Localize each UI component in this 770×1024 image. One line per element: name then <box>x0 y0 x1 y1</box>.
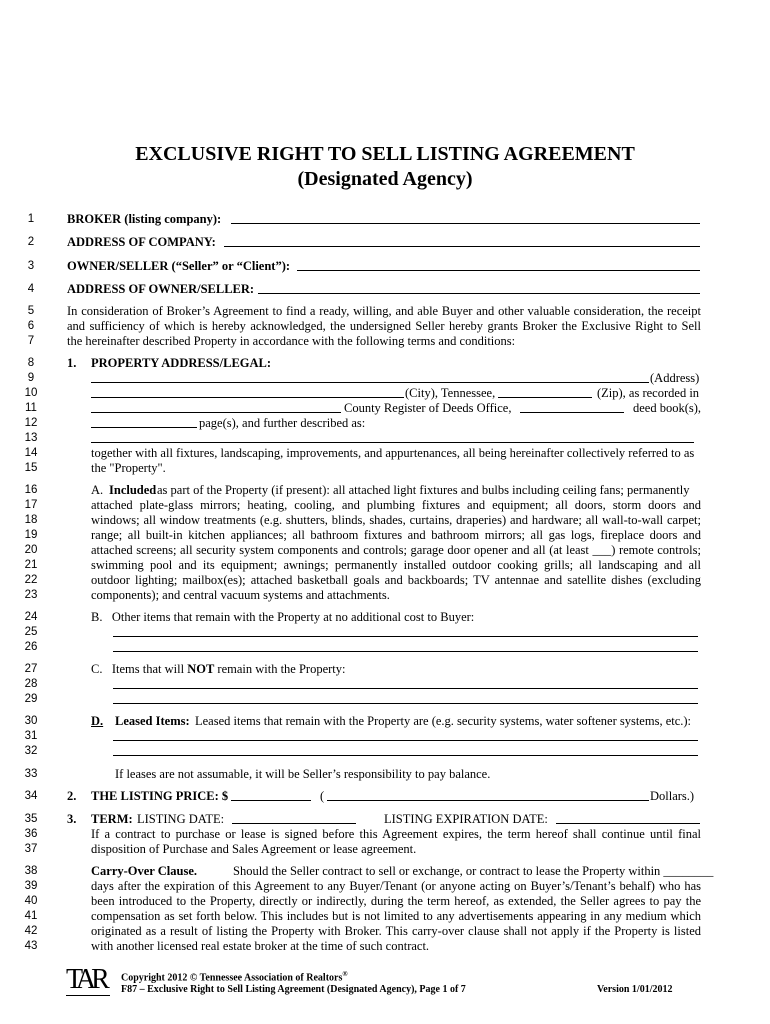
intro-text: the hereinafter described Property in accordance with the following terms and conditions: <box>67 334 516 348</box>
line-number: 19 <box>24 529 38 541</box>
company-address-input-line[interactable] <box>224 246 700 247</box>
leased-items-input-line[interactable] <box>113 740 698 741</box>
zip-input-line[interactable] <box>498 397 592 398</box>
line-number: 1 <box>27 213 35 225</box>
version-text: Version 1/01/2012 <box>597 984 673 995</box>
document-subtitle: (Designated Agency) <box>297 168 473 190</box>
line-32 <box>0 743 770 759</box>
line-24 <box>0 609 770 625</box>
term-label: TERM: <box>91 812 133 826</box>
included-heading: Included <box>109 483 157 497</box>
line-number: 37 <box>24 843 38 855</box>
line-31 <box>0 728 770 744</box>
paren-open: ( <box>320 789 325 803</box>
line-number: 38 <box>24 865 38 877</box>
line-number: 7 <box>27 335 35 347</box>
line-number: 3 <box>27 260 35 272</box>
line-number: 2 <box>27 236 35 248</box>
section-heading: PROPERTY ADDRESS/LEGAL: <box>91 356 272 370</box>
line-number: 13 <box>24 432 38 444</box>
tar-logo: TAR <box>66 964 105 995</box>
body-text: been introduced to the Property, directly or indirectly, during the term hereof, as extended, the Seller agrees to pay the <box>91 894 701 908</box>
line-number: 14 <box>24 447 38 459</box>
body-text: days after the expiration of this Agreement to any Buyer/Tenant (or anyone acting on Buyer’s/Tenant’s behalf) who has <box>91 879 701 893</box>
item-c-bold: NOT <box>187 662 215 676</box>
listing-price-words-input-line[interactable] <box>327 800 649 801</box>
line-number: 16 <box>24 484 38 496</box>
leased-items-input-line[interactable] <box>113 755 698 756</box>
lease-note: If leases are not assumable, it will be Seller’s responsibility to pay balance. <box>115 767 491 781</box>
line-2 <box>0 234 770 250</box>
line-20 <box>0 542 770 558</box>
line-13 <box>0 430 770 446</box>
body-text: components); and central vacuum systems and attachments. <box>91 588 390 602</box>
other-items-input-line[interactable] <box>113 651 698 652</box>
body-text: together with all fixtures, landscaping, improvements, and appurtenances, all being hereinafter collectively referred to as <box>91 446 695 460</box>
line-14 <box>0 445 770 461</box>
line-number: 22 <box>24 574 38 586</box>
excluded-items-input-line[interactable] <box>113 688 698 689</box>
body-text: range; all built-in kitchen appliances; all bathroom fixtures and bathroom mirrors; all gas logs, fireplace doors and <box>91 528 701 542</box>
listing-price-label: THE LISTING PRICE: $ <box>91 789 229 803</box>
listing-date-input-line[interactable] <box>232 823 356 824</box>
zip-suffix: (Zip), as recorded in <box>597 386 700 400</box>
line-number: 15 <box>24 462 38 474</box>
expiration-date-input-line[interactable] <box>556 823 700 824</box>
dollars-label: Dollars.) <box>650 789 695 803</box>
line-number: 6 <box>27 320 35 332</box>
line-39 <box>0 878 770 894</box>
line-18 <box>0 512 770 528</box>
body-text: disposition of Purchase and Sales Agreement or lease agreement. <box>91 842 417 856</box>
line-number: 41 <box>24 910 38 922</box>
line-number: 27 <box>24 663 38 675</box>
body-text: Leased items that remain with the Property are (e.g. security systems, water softener systems, etc.): <box>195 714 692 728</box>
line-16 <box>0 482 770 498</box>
line-3 <box>0 258 770 274</box>
line-42 <box>0 923 770 939</box>
line-number: 28 <box>24 678 38 690</box>
line-37 <box>0 841 770 857</box>
other-items-input-line[interactable] <box>113 636 698 637</box>
line-8 <box>0 355 770 371</box>
body-text: windows; all window treatments (e.g. shutters, blinds, shades, curtains, draperies) and hardware; all wall-to-wall carpet; <box>91 513 701 527</box>
line-number: 5 <box>27 305 35 317</box>
company-address-label: ADDRESS OF COMPANY: <box>67 235 216 249</box>
line-6 <box>0 318 770 334</box>
line-number: 26 <box>24 641 38 653</box>
legal-description-input-line[interactable] <box>91 442 694 443</box>
line-26 <box>0 639 770 655</box>
line-29 <box>0 691 770 707</box>
line-number: 18 <box>24 514 38 526</box>
line-number: 42 <box>24 925 38 937</box>
leased-items-heading: Leased Items: <box>115 714 190 728</box>
line-15 <box>0 460 770 476</box>
owner-seller-label: OWNER/SELLER (“Seller” or “Client”): <box>67 259 291 273</box>
broker-input-line[interactable] <box>231 223 700 224</box>
deed-book-input-line[interactable] <box>520 412 624 413</box>
line-38 <box>0 863 770 879</box>
registered-mark: ® <box>342 970 348 978</box>
document-title: EXCLUSIVE RIGHT TO SELL LISTING AGREEMENT <box>135 143 635 165</box>
body-text: outdoor lighting; mailbox(es); attached basketball goals and backboards; TV antennae and satellite dishes (excluding <box>91 573 701 587</box>
item-letter: D. <box>91 714 104 728</box>
line-number: 8 <box>27 357 35 369</box>
item-c-prefix: C. Items that will <box>91 662 188 676</box>
form-title-line: F87 – Exclusive Right to Sell Listing Agreement (Designated Agency), Page 1 of 7 <box>121 984 466 995</box>
line-25 <box>0 624 770 640</box>
line-number: 32 <box>24 745 38 757</box>
body-text: with another licensed real estate broker at the time of such contract. <box>91 939 430 953</box>
line-22 <box>0 572 770 588</box>
line-number: 9 <box>27 372 35 384</box>
line-number: 29 <box>24 693 38 705</box>
line-23 <box>0 587 770 603</box>
owner-address-input-line[interactable] <box>258 293 700 294</box>
item-c-text <box>91 661 346 677</box>
line-number: 43 <box>24 940 38 952</box>
owner-seller-input-line[interactable] <box>297 270 700 271</box>
listing-date-label: LISTING DATE: <box>137 812 225 826</box>
line-19 <box>0 527 770 543</box>
line-number: 23 <box>24 589 38 601</box>
pages-text: page(s), and further described as: <box>199 416 366 430</box>
line-1 <box>0 211 770 227</box>
line-number: 24 <box>24 611 38 623</box>
line-number: 39 <box>24 880 38 892</box>
line-number: 12 <box>24 417 38 429</box>
line-number: 21 <box>24 559 38 571</box>
line-11 <box>0 400 770 416</box>
line-27 <box>0 661 770 677</box>
intro-text: and sufficiency of which is hereby acknowledged, the undersigned Seller hereby grants Broker the Exclusive Right to Sell <box>67 319 701 333</box>
line-number: 31 <box>24 730 38 742</box>
pages-input-line[interactable] <box>91 427 197 428</box>
line-33 <box>0 766 770 782</box>
line-number: 11 <box>25 402 37 414</box>
line-12 <box>0 415 770 431</box>
line-number: 20 <box>24 544 38 556</box>
line-number: 4 <box>27 283 35 295</box>
body-text: attached plate-glass mirrors; heating, cooling, and plumbing fixtures and equipment; all doors, storm doors and <box>91 498 701 512</box>
section-number: 2. <box>67 789 77 803</box>
section-number: 1. <box>67 356 77 370</box>
address-suffix: (Address) <box>650 371 700 385</box>
line-17 <box>0 497 770 513</box>
line-21 <box>0 557 770 573</box>
line-40 <box>0 893 770 909</box>
excluded-items-input-line[interactable] <box>113 703 698 704</box>
line-number: 35 <box>24 813 38 825</box>
body-text: as part of the Property (if present): all attached light fixtures and bulbs including ceiling fans; permanently <box>157 483 690 497</box>
line-number: 36 <box>24 828 38 840</box>
line-5 <box>0 303 770 319</box>
county-text: County Register of Deeds Office, <box>344 401 512 415</box>
line-41 <box>0 908 770 924</box>
line-43 <box>0 938 770 954</box>
carry-over-heading: Carry-Over Clause. <box>91 864 197 878</box>
line-9 <box>0 370 770 386</box>
property-address-input-line[interactable] <box>91 382 649 383</box>
line-30 <box>0 713 770 729</box>
county-input-line[interactable] <box>91 412 341 413</box>
line-number: 25 <box>24 626 38 638</box>
line-28 <box>0 676 770 692</box>
item-c-suffix: remain with the Property: <box>214 662 346 676</box>
logo-underline <box>66 995 110 996</box>
listing-price-input-line[interactable] <box>231 800 311 801</box>
body-text: originated as a result of listing the Property with Broker. This carry-over clause shall not apply if the Property is listed <box>91 924 701 938</box>
page-footer <box>0 965 770 1005</box>
line-number: 33 <box>24 768 38 780</box>
item-letter: A. <box>91 483 104 497</box>
owner-address-label: ADDRESS OF OWNER/SELLER: <box>67 282 255 296</box>
body-text: swimming pool and its equipment; awnings; permanently installed outdoor cooking grills; all landscaping and all <box>91 558 701 572</box>
line-4 <box>0 281 770 297</box>
body-text: attached screens; all security system components and controls; garage door opener and all (at least ___) remote controls; <box>91 543 701 557</box>
body-text: the "Property". <box>91 461 166 475</box>
line-36 <box>0 826 770 842</box>
body-text: If a contract to purchase or lease is signed before this Agreement expires, the term hereof shall continue until final <box>91 827 701 841</box>
line-number: 10 <box>24 387 38 399</box>
body-text: compensation as set forth below. This includes but is not limited to any advertisements appearing in any medium which <box>91 909 701 923</box>
line-number: 34 <box>24 790 38 802</box>
line-7 <box>0 333 770 349</box>
intro-text: In consideration of Broker’s Agreement to find a ready, willing, and able Buyer and other valuable consideration, the receipt <box>67 304 701 318</box>
line-number: 17 <box>24 499 38 511</box>
expiration-date-label: LISTING EXPIRATION DATE: <box>384 812 548 826</box>
line-number: 30 <box>24 715 38 727</box>
line-10 <box>0 385 770 401</box>
line-number: 40 <box>24 895 38 907</box>
item-b-text: B. Other items that remain with the Property at no additional cost to Buyer: <box>91 610 475 624</box>
city-input-line[interactable] <box>91 397 404 398</box>
city-suffix: (City), Tennessee, <box>405 386 496 400</box>
section-number: 3. <box>67 812 77 826</box>
line-35 <box>0 811 770 827</box>
copyright-line <box>121 968 348 984</box>
body-text: Should the Seller contract to sell or exchange, or contract to lease the Property within ________ <box>233 864 714 878</box>
broker-label: BROKER (listing company): <box>67 212 222 226</box>
deed-text: deed book(s), <box>633 401 702 415</box>
copyright-text: Copyright 2012 © Tennessee Association of Realtors <box>121 972 343 984</box>
line-34 <box>0 788 770 804</box>
